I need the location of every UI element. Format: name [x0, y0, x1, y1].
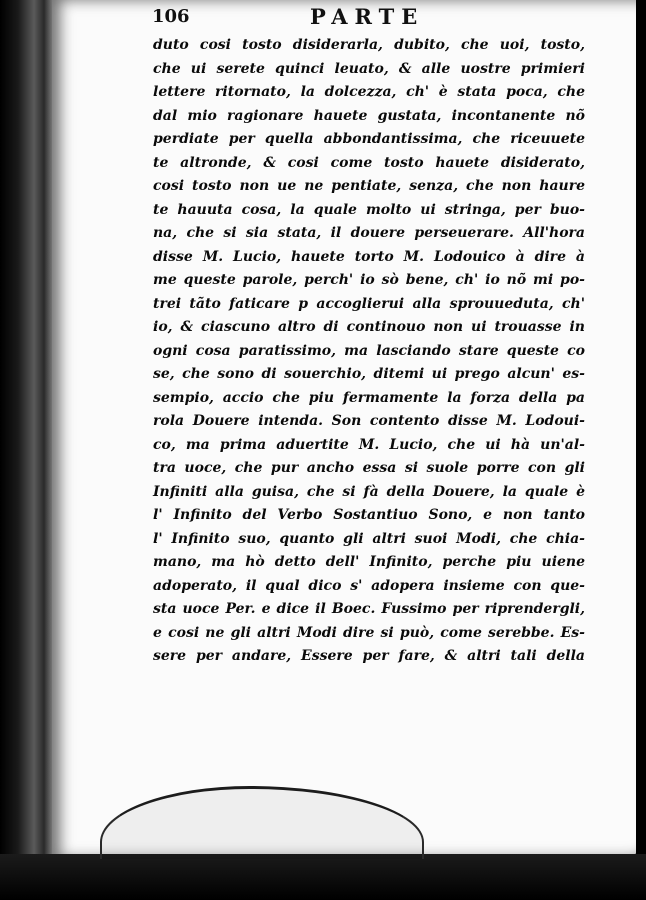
- text-line: te altronde, & cosi come tosto hauete disiderato,: [153, 154, 585, 171]
- text-line: dal mio ragionare hauete gustata, incontanente nõ: [153, 107, 585, 124]
- text-line: duto cosi tosto disiderarla, dubito, che uoi, tosto,: [153, 37, 585, 53]
- text-line: sempio, accio che piu fermamente la forza della pa: [153, 389, 585, 406]
- text-line: cosi tosto non ue ne pentiate, senza, che non haure: [153, 178, 585, 194]
- body-text: [153, 34, 585, 669]
- running-title: PARTE: [310, 4, 425, 29]
- text-line: ogni cosa paratissimo, ma lasciando stare queste co: [153, 342, 585, 359]
- text-line: te hauuta cosa, la quale molto ui stringa, per buo-: [153, 201, 585, 218]
- text-line: se, che sono di souerchio, ditemi ui prego alcun' es-: [153, 366, 585, 382]
- text-line: io, & ciascuno altro di continouo non ui trouasse in: [153, 319, 585, 335]
- text-line: che ui serete quinci leuato, & alle uostre primieri: [153, 60, 585, 77]
- text-line: sere per andare, Essere per fare, & altri tali della: [153, 648, 585, 664]
- text-line: disse M. Lucio, hauete torto M. Lodouico à dire à: [153, 248, 585, 265]
- text-line: rola Douere intenda. Son contento disse M. Lodoui-: [153, 413, 585, 429]
- text-line: mano, ma hò detto dell' Infinito, perche piu uiene: [153, 554, 585, 570]
- text-line: lettere ritornato, la dolcezza, ch' è stata poca, che: [153, 84, 585, 100]
- text-line: co, ma prima aduertite M. Lucio, che ui hà un'al-: [153, 436, 585, 453]
- text-line: trei tãto faticare p accoglierui alla sprouueduta, ch': [153, 295, 585, 312]
- text-line: Infiniti alla guisa, che si fà della Douere, la quale è: [153, 483, 585, 500]
- text-line: sta uoce Per. e dice il Boec. Fussimo per riprendergli,: [153, 601, 585, 617]
- text-line: tra uoce, che pur ancho essa si suole porre con gli: [153, 460, 585, 476]
- text-line: perdiate per quella abbondantissima, che riceuuete: [153, 131, 585, 147]
- page-right-edge: [636, 0, 646, 900]
- running-head: [152, 4, 592, 32]
- page-bottom-shadow: [0, 854, 646, 900]
- text-line: me queste parole, perch' io sò bene, ch' io nõ mi po-: [153, 272, 585, 288]
- text-line: l' Infinito del Verbo Sostantiuo Sono, e non tanto: [153, 507, 585, 523]
- text-line: l' Infinito suo, quanto gli altri suoi Modi, che chia-: [153, 530, 585, 547]
- page-number: 106: [152, 6, 190, 27]
- text-line: adoperato, il qual dico s' adopera insieme con que-: [153, 577, 585, 594]
- text-line: na, che si sia stata, il douere perseuerare. All'hora: [153, 225, 585, 241]
- text-line: e cosi ne gli altri Modi dire si può, come serebbe. Es-: [153, 624, 585, 641]
